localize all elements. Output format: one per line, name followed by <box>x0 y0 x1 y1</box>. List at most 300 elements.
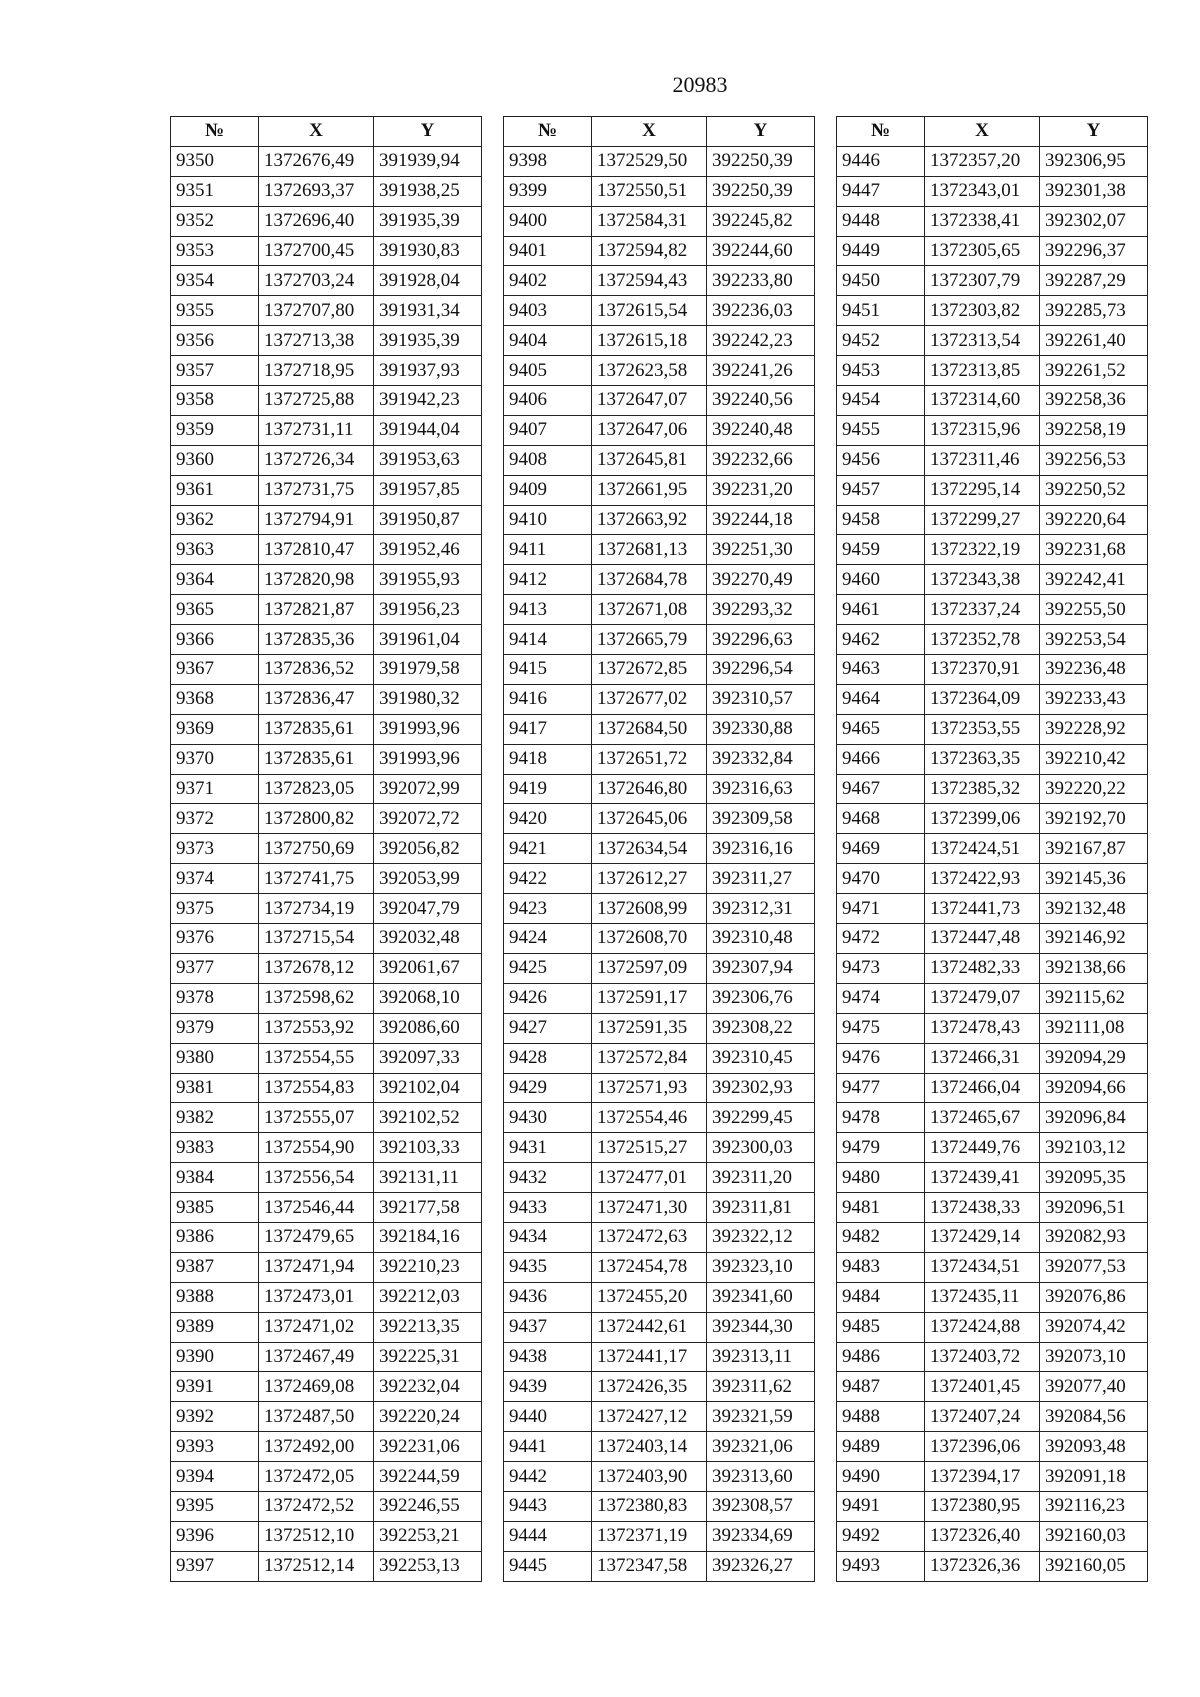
x-coordinate-cell: 1372466,31 <box>925 1043 1040 1073</box>
point-number-cell: 9393 <box>171 1432 259 1462</box>
table-row <box>504 595 815 625</box>
table-row <box>837 924 1148 954</box>
x-coordinate-cell: 1372313,85 <box>925 356 1040 386</box>
x-coordinate-cell: 1372469,08 <box>259 1372 374 1402</box>
point-number-cell: 9430 <box>504 1103 592 1133</box>
y-coordinate-cell: 392047,79 <box>374 894 482 924</box>
point-number-cell: 9416 <box>504 684 592 714</box>
y-coordinate-cell: 392311,27 <box>707 864 815 894</box>
x-coordinate-cell: 1372718,95 <box>259 356 374 386</box>
point-number-cell: 9484 <box>837 1282 925 1312</box>
x-coordinate-cell: 1372403,90 <box>592 1462 707 1492</box>
x-coordinate-cell: 1372651,72 <box>592 744 707 774</box>
table-row <box>504 1462 815 1492</box>
table-row <box>504 1551 815 1581</box>
point-number-cell: 9368 <box>171 684 259 714</box>
table-row <box>504 894 815 924</box>
point-number-cell: 9442 <box>504 1462 592 1492</box>
y-coordinate-cell: 392240,56 <box>707 386 815 416</box>
point-number-cell: 9387 <box>171 1252 259 1282</box>
table-row <box>504 1222 815 1252</box>
table-row <box>171 505 482 535</box>
point-number-cell: 9462 <box>837 625 925 655</box>
y-coordinate-cell: 392084,56 <box>1040 1402 1148 1432</box>
x-coordinate-cell: 1372734,19 <box>259 894 374 924</box>
table-row <box>837 864 1148 894</box>
table-row <box>504 236 815 266</box>
point-number-cell: 9467 <box>837 774 925 804</box>
table-row <box>837 565 1148 595</box>
point-number-cell: 9480 <box>837 1163 925 1193</box>
x-coordinate-cell: 1372473,01 <box>259 1282 374 1312</box>
point-number-cell: 9396 <box>171 1521 259 1551</box>
point-number-cell: 9479 <box>837 1133 925 1163</box>
x-coordinate-cell: 1372672,85 <box>592 655 707 685</box>
table-row <box>171 415 482 445</box>
point-number-cell: 9380 <box>171 1043 259 1073</box>
y-coordinate-cell: 392312,31 <box>707 894 815 924</box>
point-number-cell: 9450 <box>837 266 925 296</box>
x-coordinate-cell: 1372426,35 <box>592 1372 707 1402</box>
x-coordinate-cell: 1372424,51 <box>925 834 1040 864</box>
x-coordinate-cell: 1372571,93 <box>592 1073 707 1103</box>
y-coordinate-cell: 392220,24 <box>374 1402 482 1432</box>
x-coordinate-cell: 1372591,17 <box>592 983 707 1013</box>
table-row <box>504 983 815 1013</box>
table-row <box>171 1521 482 1551</box>
table-row <box>837 236 1148 266</box>
x-coordinate-cell: 1372693,37 <box>259 176 374 206</box>
x-coordinate-cell: 1372396,06 <box>925 1432 1040 1462</box>
table-row <box>171 684 482 714</box>
x-coordinate-cell: 1372707,80 <box>259 296 374 326</box>
y-coordinate-cell: 392310,48 <box>707 924 815 954</box>
x-coordinate-cell: 1372465,67 <box>925 1103 1040 1133</box>
x-coordinate-cell: 1372608,99 <box>592 894 707 924</box>
point-number-cell: 9476 <box>837 1043 925 1073</box>
y-coordinate-cell: 391942,23 <box>374 386 482 416</box>
table-row <box>171 1133 482 1163</box>
x-coordinate-cell: 1372337,24 <box>925 595 1040 625</box>
table-row <box>504 1043 815 1073</box>
point-number-cell: 9466 <box>837 744 925 774</box>
point-number-cell: 9475 <box>837 1013 925 1043</box>
y-coordinate-cell: 391961,04 <box>374 625 482 655</box>
x-coordinate-cell: 1372612,27 <box>592 864 707 894</box>
table-row <box>837 953 1148 983</box>
point-number-cell: 9390 <box>171 1342 259 1372</box>
table-row <box>837 1342 1148 1372</box>
y-coordinate-cell: 392053,99 <box>374 864 482 894</box>
y-coordinate-cell: 392306,76 <box>707 983 815 1013</box>
y-coordinate-cell: 391935,39 <box>374 326 482 356</box>
point-number-cell: 9431 <box>504 1133 592 1163</box>
x-coordinate-cell: 1372326,40 <box>925 1521 1040 1551</box>
point-number-cell: 9359 <box>171 415 259 445</box>
x-coordinate-cell: 1372836,47 <box>259 684 374 714</box>
x-coordinate-cell: 1372438,33 <box>925 1193 1040 1223</box>
x-coordinate-cell: 1372684,78 <box>592 565 707 595</box>
table-row <box>504 625 815 655</box>
y-coordinate-cell: 392095,35 <box>1040 1163 1148 1193</box>
y-coordinate-cell: 392102,04 <box>374 1073 482 1103</box>
point-number-cell: 9370 <box>171 744 259 774</box>
y-coordinate-cell: 392246,55 <box>374 1491 482 1521</box>
x-coordinate-cell: 1372399,06 <box>925 804 1040 834</box>
point-number-cell: 9375 <box>171 894 259 924</box>
point-number-cell: 9446 <box>837 146 925 176</box>
table-row <box>504 1252 815 1282</box>
y-coordinate-cell: 392160,03 <box>1040 1521 1148 1551</box>
table-row <box>504 804 815 834</box>
column-header-x: X <box>925 117 1040 147</box>
y-coordinate-cell: 391950,87 <box>374 505 482 535</box>
point-number-cell: 9408 <box>504 445 592 475</box>
table-row <box>837 655 1148 685</box>
y-coordinate-cell: 392241,26 <box>707 356 815 386</box>
y-coordinate-cell: 392323,10 <box>707 1252 815 1282</box>
point-number-cell: 9377 <box>171 953 259 983</box>
point-number-cell: 9366 <box>171 625 259 655</box>
column-header-y: Y <box>707 117 815 147</box>
y-coordinate-cell: 392311,81 <box>707 1193 815 1223</box>
table-row <box>171 894 482 924</box>
x-coordinate-cell: 1372353,55 <box>925 714 1040 744</box>
point-number-cell: 9438 <box>504 1342 592 1372</box>
point-number-cell: 9351 <box>171 176 259 206</box>
point-number-cell: 9435 <box>504 1252 592 1282</box>
x-coordinate-cell: 1372741,75 <box>259 864 374 894</box>
point-number-cell: 9486 <box>837 1342 925 1372</box>
point-number-cell: 9452 <box>837 326 925 356</box>
point-number-cell: 9488 <box>837 1402 925 1432</box>
x-coordinate-cell: 1372303,82 <box>925 296 1040 326</box>
x-coordinate-cell: 1372597,09 <box>592 953 707 983</box>
table-row <box>171 1282 482 1312</box>
y-coordinate-cell: 392056,82 <box>374 834 482 864</box>
point-number-cell: 9459 <box>837 535 925 565</box>
x-coordinate-cell: 1372311,46 <box>925 445 1040 475</box>
table-row <box>504 176 815 206</box>
point-number-cell: 9489 <box>837 1432 925 1462</box>
point-number-cell: 9464 <box>837 684 925 714</box>
y-coordinate-cell: 392326,27 <box>707 1551 815 1581</box>
x-coordinate-cell: 1372554,55 <box>259 1043 374 1073</box>
y-coordinate-cell: 392232,66 <box>707 445 815 475</box>
y-coordinate-cell: 392210,23 <box>374 1252 482 1282</box>
table-row <box>837 1551 1148 1581</box>
point-number-cell: 9378 <box>171 983 259 1013</box>
table-row <box>504 1372 815 1402</box>
table-row <box>504 714 815 744</box>
table-row <box>171 864 482 894</box>
table-row <box>171 1312 482 1342</box>
table-row <box>171 535 482 565</box>
table-row <box>504 1491 815 1521</box>
y-coordinate-cell: 392116,23 <box>1040 1491 1148 1521</box>
table-row <box>837 386 1148 416</box>
table-row <box>837 1282 1148 1312</box>
x-coordinate-cell: 1372295,14 <box>925 475 1040 505</box>
y-coordinate-cell: 392096,51 <box>1040 1193 1148 1223</box>
y-coordinate-cell: 392250,52 <box>1040 475 1148 505</box>
y-coordinate-cell: 392332,84 <box>707 744 815 774</box>
x-coordinate-cell: 1372482,33 <box>925 953 1040 983</box>
point-number-cell: 9492 <box>837 1521 925 1551</box>
y-coordinate-cell: 392258,19 <box>1040 415 1148 445</box>
x-coordinate-cell: 1372370,91 <box>925 655 1040 685</box>
page-number: 20983 <box>672 72 728 97</box>
y-coordinate-cell: 392225,31 <box>374 1342 482 1372</box>
y-coordinate-cell: 392231,06 <box>374 1432 482 1462</box>
table-row <box>504 1282 815 1312</box>
table-row <box>171 1462 482 1492</box>
point-number-cell: 9391 <box>171 1372 259 1402</box>
table-row <box>837 774 1148 804</box>
x-coordinate-cell: 1372422,93 <box>925 864 1040 894</box>
table-row <box>837 1073 1148 1103</box>
table-row <box>837 296 1148 326</box>
y-coordinate-cell: 392285,73 <box>1040 296 1148 326</box>
x-coordinate-cell: 1372424,88 <box>925 1312 1040 1342</box>
x-coordinate-cell: 1372835,36 <box>259 625 374 655</box>
x-coordinate-cell: 1372326,36 <box>925 1551 1040 1581</box>
table-row <box>837 894 1148 924</box>
x-coordinate-cell: 1372700,45 <box>259 236 374 266</box>
point-number-cell: 9470 <box>837 864 925 894</box>
y-coordinate-cell: 392082,93 <box>1040 1222 1148 1252</box>
y-coordinate-cell: 392131,11 <box>374 1163 482 1193</box>
y-coordinate-cell: 392097,33 <box>374 1043 482 1073</box>
y-coordinate-cell: 391952,46 <box>374 535 482 565</box>
x-coordinate-cell: 1372307,79 <box>925 266 1040 296</box>
table-row <box>504 326 815 356</box>
column-header-y: Y <box>374 117 482 147</box>
point-number-cell: 9386 <box>171 1222 259 1252</box>
point-number-cell: 9426 <box>504 983 592 1013</box>
x-coordinate-cell: 1372591,35 <box>592 1013 707 1043</box>
point-number-cell: 9485 <box>837 1312 925 1342</box>
table-row <box>171 1043 482 1073</box>
point-number-cell: 9364 <box>171 565 259 595</box>
y-coordinate-cell: 392244,18 <box>707 505 815 535</box>
table-row <box>171 1402 482 1432</box>
table-row <box>504 266 815 296</box>
table-row <box>837 1222 1148 1252</box>
y-coordinate-cell: 392300,03 <box>707 1133 815 1163</box>
x-coordinate-cell: 1372322,19 <box>925 535 1040 565</box>
table-row <box>837 595 1148 625</box>
x-coordinate-cell: 1372823,05 <box>259 774 374 804</box>
y-coordinate-cell: 392296,37 <box>1040 236 1148 266</box>
table-row <box>504 505 815 535</box>
y-coordinate-cell: 391930,83 <box>374 236 482 266</box>
table-row <box>504 744 815 774</box>
x-coordinate-cell: 1372472,05 <box>259 1462 374 1492</box>
point-number-cell: 9383 <box>171 1133 259 1163</box>
table-row <box>171 1252 482 1282</box>
table-row <box>837 834 1148 864</box>
x-coordinate-cell: 1372677,02 <box>592 684 707 714</box>
table-row <box>504 146 815 176</box>
x-coordinate-cell: 1372713,38 <box>259 326 374 356</box>
point-number-cell: 9367 <box>171 655 259 685</box>
table-row <box>171 326 482 356</box>
y-coordinate-cell: 392061,67 <box>374 953 482 983</box>
point-number-cell: 9403 <box>504 296 592 326</box>
x-coordinate-cell: 1372364,09 <box>925 684 1040 714</box>
x-coordinate-cell: 1372441,17 <box>592 1342 707 1372</box>
x-coordinate-cell: 1372380,83 <box>592 1491 707 1521</box>
table-row <box>171 356 482 386</box>
point-number-cell: 9384 <box>171 1163 259 1193</box>
point-number-cell: 9373 <box>171 834 259 864</box>
y-coordinate-cell: 392261,52 <box>1040 356 1148 386</box>
point-number-cell: 9468 <box>837 804 925 834</box>
x-coordinate-cell: 1372429,14 <box>925 1222 1040 1252</box>
y-coordinate-cell: 392344,30 <box>707 1312 815 1342</box>
table-row <box>171 1013 482 1043</box>
point-number-cell: 9423 <box>504 894 592 924</box>
x-coordinate-cell: 1372427,12 <box>592 1402 707 1432</box>
table-row <box>837 684 1148 714</box>
table-row <box>504 356 815 386</box>
y-coordinate-cell: 392270,49 <box>707 565 815 595</box>
x-coordinate-cell: 1372515,27 <box>592 1133 707 1163</box>
y-coordinate-cell: 392077,40 <box>1040 1372 1148 1402</box>
point-number-cell: 9457 <box>837 475 925 505</box>
y-coordinate-cell: 392102,52 <box>374 1103 482 1133</box>
table-row <box>171 625 482 655</box>
point-number-cell: 9436 <box>504 1282 592 1312</box>
point-number-cell: 9406 <box>504 386 592 416</box>
y-coordinate-cell: 392094,29 <box>1040 1043 1148 1073</box>
point-number-cell: 9407 <box>504 415 592 445</box>
y-coordinate-cell: 392301,38 <box>1040 176 1148 206</box>
y-coordinate-cell: 392177,58 <box>374 1193 482 1223</box>
x-coordinate-cell: 1372623,58 <box>592 356 707 386</box>
table-row <box>504 1342 815 1372</box>
y-coordinate-cell: 392210,42 <box>1040 744 1148 774</box>
x-coordinate-cell: 1372357,20 <box>925 146 1040 176</box>
point-number-cell: 9439 <box>504 1372 592 1402</box>
point-number-cell: 9413 <box>504 595 592 625</box>
x-coordinate-cell: 1372529,50 <box>592 146 707 176</box>
point-number-cell: 9487 <box>837 1372 925 1402</box>
x-coordinate-cell: 1372338,41 <box>925 206 1040 236</box>
point-number-cell: 9463 <box>837 655 925 685</box>
table-row <box>837 415 1148 445</box>
y-coordinate-cell: 392313,60 <box>707 1462 815 1492</box>
x-coordinate-cell: 1372471,94 <box>259 1252 374 1282</box>
x-coordinate-cell: 1372794,91 <box>259 505 374 535</box>
x-coordinate-cell: 1372572,84 <box>592 1043 707 1073</box>
y-coordinate-cell: 392244,60 <box>707 236 815 266</box>
table-row <box>504 386 815 416</box>
point-number-cell: 9427 <box>504 1013 592 1043</box>
y-coordinate-cell: 392296,54 <box>707 655 815 685</box>
x-coordinate-cell: 1372546,44 <box>259 1193 374 1223</box>
table-row <box>504 1312 815 1342</box>
x-coordinate-cell: 1372663,92 <box>592 505 707 535</box>
y-coordinate-cell: 392068,10 <box>374 983 482 1013</box>
y-coordinate-cell: 392311,62 <box>707 1372 815 1402</box>
table-row <box>171 834 482 864</box>
y-coordinate-cell: 392076,86 <box>1040 1282 1148 1312</box>
point-number-cell: 9398 <box>504 146 592 176</box>
column-header-number: № <box>504 117 592 147</box>
x-coordinate-cell: 1372594,43 <box>592 266 707 296</box>
table-row <box>504 1103 815 1133</box>
point-number-cell: 9382 <box>171 1103 259 1133</box>
point-number-cell: 9421 <box>504 834 592 864</box>
x-coordinate-cell: 1372407,24 <box>925 1402 1040 1432</box>
point-number-cell: 9443 <box>504 1491 592 1521</box>
table-row <box>837 1521 1148 1551</box>
point-number-cell: 9411 <box>504 535 592 565</box>
x-coordinate-cell: 1372299,27 <box>925 505 1040 535</box>
table-row <box>504 774 815 804</box>
table-row <box>837 983 1148 1013</box>
y-coordinate-cell: 392316,16 <box>707 834 815 864</box>
table-row <box>504 1163 815 1193</box>
x-coordinate-cell: 1372455,20 <box>592 1282 707 1312</box>
point-number-cell: 9455 <box>837 415 925 445</box>
x-coordinate-cell: 1372343,38 <box>925 565 1040 595</box>
y-coordinate-cell: 392287,29 <box>1040 266 1148 296</box>
x-coordinate-cell: 1372479,65 <box>259 1222 374 1252</box>
x-coordinate-cell: 1372836,52 <box>259 655 374 685</box>
point-number-cell: 9357 <box>171 356 259 386</box>
point-number-cell: 9397 <box>171 1551 259 1581</box>
point-number-cell: 9371 <box>171 774 259 804</box>
table-row <box>504 655 815 685</box>
table-row <box>504 1073 815 1103</box>
point-number-cell: 9456 <box>837 445 925 475</box>
point-number-cell: 9350 <box>171 146 259 176</box>
x-coordinate-cell: 1372441,73 <box>925 894 1040 924</box>
x-coordinate-cell: 1372821,87 <box>259 595 374 625</box>
y-coordinate-cell: 392302,07 <box>1040 206 1148 236</box>
table-row <box>504 1432 815 1462</box>
y-coordinate-cell: 392103,12 <box>1040 1133 1148 1163</box>
x-coordinate-cell: 1372634,54 <box>592 834 707 864</box>
column-header-number: № <box>837 117 925 147</box>
y-coordinate-cell: 391928,04 <box>374 266 482 296</box>
x-coordinate-cell: 1372554,46 <box>592 1103 707 1133</box>
table-row <box>837 1013 1148 1043</box>
x-coordinate-cell: 1372449,76 <box>925 1133 1040 1163</box>
table-row <box>837 625 1148 655</box>
table-row <box>504 296 815 326</box>
y-coordinate-cell: 392309,58 <box>707 804 815 834</box>
x-coordinate-cell: 1372472,52 <box>259 1491 374 1521</box>
y-coordinate-cell: 392220,64 <box>1040 505 1148 535</box>
point-number-cell: 9437 <box>504 1312 592 1342</box>
point-number-cell: 9372 <box>171 804 259 834</box>
point-number-cell: 9447 <box>837 176 925 206</box>
x-coordinate-cell: 1372554,90 <box>259 1133 374 1163</box>
point-number-cell: 9424 <box>504 924 592 954</box>
table-row <box>837 146 1148 176</box>
point-number-cell: 9465 <box>837 714 925 744</box>
point-number-cell: 9460 <box>837 565 925 595</box>
table-row <box>171 983 482 1013</box>
x-coordinate-cell: 1372394,17 <box>925 1462 1040 1492</box>
x-coordinate-cell: 1372492,00 <box>259 1432 374 1462</box>
x-coordinate-cell: 1372471,30 <box>592 1193 707 1223</box>
point-number-cell: 9461 <box>837 595 925 625</box>
